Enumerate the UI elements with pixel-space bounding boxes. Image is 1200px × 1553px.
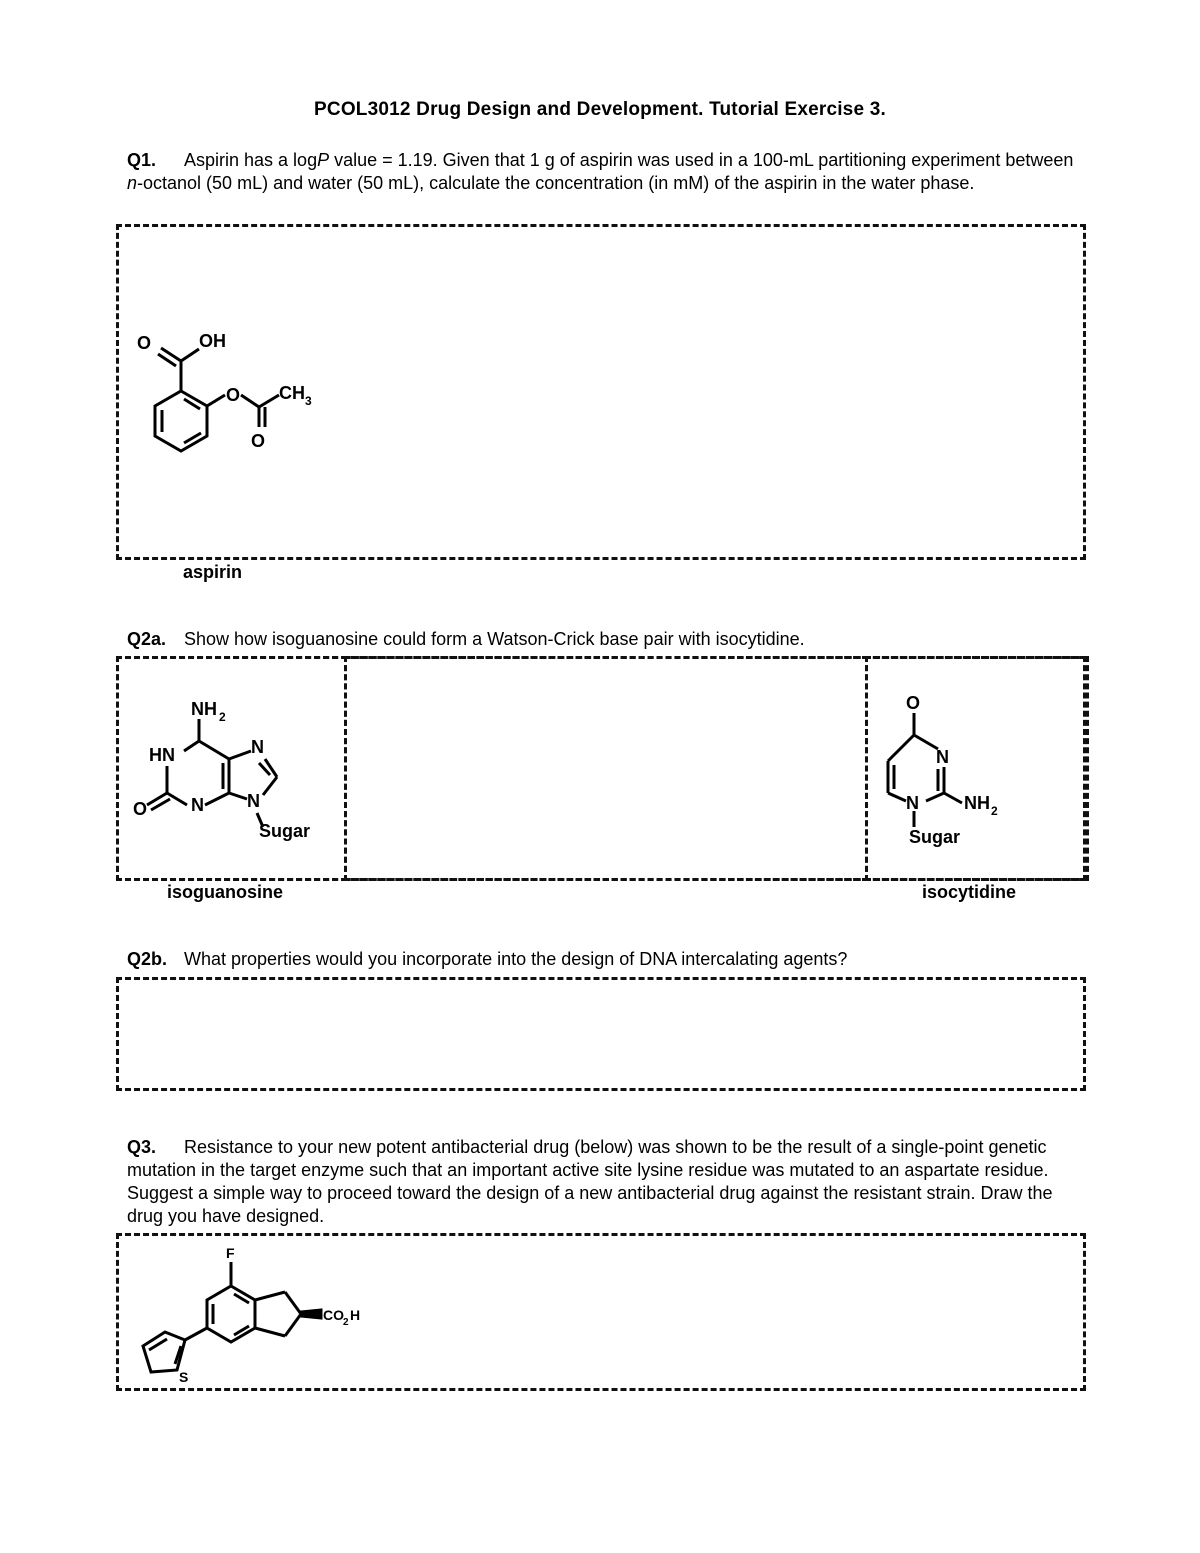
- aspirin-oh: OH: [199, 331, 226, 351]
- isoguanosine-n7: N: [251, 737, 264, 757]
- q3-label: Q3.: [127, 1137, 157, 1157]
- isoguanosine-sugar: Sugar: [259, 821, 311, 841]
- aspirin-ch3-subscript: 3: [305, 394, 312, 408]
- isocytidine-box: [865, 656, 1089, 881]
- q3-answer-box[interactable]: [116, 1233, 1086, 1391]
- isocytidine-o: O: [906, 693, 921, 713]
- q1-part2: value = 1.19. Given that 1 g of aspirin was used in a 100-mL partitioning experiment between: [329, 150, 1074, 170]
- isocytidine-caption: isocytidine: [922, 882, 1017, 902]
- q1-part1: Aspirin has a log: [184, 150, 318, 170]
- aspirin-ch3: CH: [279, 383, 305, 403]
- isoguanosine-caption: isoguanosine: [167, 882, 284, 902]
- q3-question: Resistance to your new potent antibacterial drug (below) was shown to be the result of a single-point genetic mutation in the target enzyme such that an important active site lysine residue was mutated to an aspartate residue. Suggest a simple way to proceed toward the design of a new antibacterial drug against the resistant strain. Draw the drug you have designed.: [127, 1137, 1053, 1226]
- q2b-text: [127, 948, 1077, 971]
- isoguanosine-structure: [129, 689, 339, 849]
- isocytidine-sugar: Sugar: [909, 827, 961, 847]
- q2a-label: Q2a.: [127, 629, 167, 649]
- q1-text: [127, 149, 1077, 195]
- aspirin-ester-o: O: [226, 385, 241, 405]
- isoguanosine-n9: N: [247, 791, 260, 811]
- page-title: PCOL3012 Drug Design and Development. Tutorial Exercise 3.: [314, 99, 886, 120]
- isoguanosine-nh2-subscript: 2: [219, 710, 226, 724]
- isocytidine-n1: N: [906, 793, 919, 813]
- q2a-text: [127, 628, 1077, 651]
- isocytidine-structure: [878, 689, 1078, 849]
- isoguanosine-n3: N: [191, 795, 204, 815]
- aspirin-structure: [129, 317, 349, 467]
- q2a-question: Show how isoguanosine could form a Watson-Crick base pair with isocytidine.: [184, 629, 805, 649]
- isocytidine-nh2-subscript: 2: [991, 804, 998, 818]
- isoguanosine-o: O: [133, 799, 148, 819]
- aspirin-carbonyl-o: O: [251, 431, 266, 451]
- base-pair-drawing-area[interactable]: [344, 656, 868, 881]
- q2b-label: Q2b.: [127, 949, 168, 969]
- q3-text: [127, 1136, 1077, 1228]
- aspirin-caption: aspirin: [183, 562, 243, 582]
- drug-co2h-subscript: 2: [343, 1317, 349, 1328]
- isocytidine-nh2: NH: [964, 793, 990, 813]
- antibacterial-drug-structure: [129, 1240, 389, 1385]
- q2b-answer-box[interactable]: [116, 977, 1086, 1091]
- isoguanosine-box: [116, 656, 347, 881]
- q1-italic-p: P: [317, 150, 330, 170]
- q2b-question: What properties would you incorporate into the design of DNA intercalating agents?: [184, 949, 848, 969]
- isocytidine-n3: N: [936, 747, 949, 767]
- aspirin-carboxyl-o: O: [137, 333, 152, 353]
- drug-fluorine: F: [226, 1245, 235, 1261]
- isoguanosine-nh2: NH: [191, 699, 217, 719]
- isoguanosine-hn: HN: [149, 745, 175, 765]
- q1-part3: -octanol (50 mL) and water (50 mL), calculate the concentration (in mM) of the aspirin in the water phase.: [137, 173, 975, 193]
- drug-sulfur: S: [179, 1369, 189, 1385]
- q1-answer-box[interactable]: [116, 224, 1086, 560]
- drug-co2h-h: H: [350, 1307, 361, 1323]
- drug-co2h: CO: [323, 1307, 344, 1323]
- q2a-answer-region: [116, 656, 1086, 881]
- q1-label: Q1.: [127, 150, 157, 170]
- q1-italic-n: n: [127, 173, 138, 193]
